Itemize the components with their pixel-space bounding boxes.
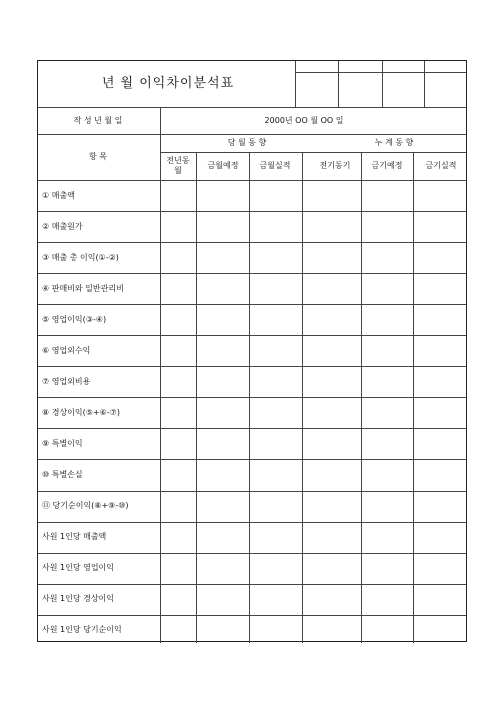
value-cell[interactable] [196,459,249,490]
value-cell[interactable] [249,180,302,211]
value-cell[interactable] [302,211,361,242]
value-cell[interactable] [160,273,196,304]
value-cell[interactable] [302,553,361,584]
approval-box-border [424,61,425,107]
table-row-label: 사원 1인당 경상이익 [42,594,114,604]
value-cell[interactable] [249,366,302,397]
value-cell[interactable] [302,366,361,397]
value-cell[interactable] [160,428,196,459]
value-cell[interactable] [361,397,413,428]
value-cell[interactable] [413,180,468,211]
value-cell[interactable] [160,397,196,428]
value-cell[interactable] [160,366,196,397]
form-title: 년 월 이익차이분석표 [101,76,235,91]
value-cell[interactable] [196,584,249,615]
income-variance-analysis-form [37,60,467,642]
table-row-label: ⑩ 특별손실 [42,469,83,479]
value-cell[interactable] [302,273,361,304]
value-cell[interactable] [196,366,249,397]
table-row-label: ⑪ 당기순이익(⑧+⑨-⑩) [42,501,129,511]
value-cell[interactable] [361,335,413,366]
approval-box-border [338,61,339,107]
value-cell[interactable] [249,553,302,584]
group-header-monthly: 당 월 동 향 [227,138,267,147]
table-row-label: ⑤ 영업이익(③-④) [42,314,107,324]
value-cell[interactable] [413,242,468,273]
value-cell[interactable] [160,491,196,522]
value-cell[interactable] [249,304,302,335]
value-cell[interactable] [361,553,413,584]
value-cell[interactable] [302,459,361,490]
value-cell[interactable] [413,553,468,584]
value-cell[interactable] [413,584,468,615]
value-cell[interactable] [196,397,249,428]
date-label: 작 성 년 월 일 [73,116,123,125]
value-cell[interactable] [302,584,361,615]
value-cell[interactable] [160,335,196,366]
value-cell[interactable] [413,273,468,304]
value-cell[interactable] [196,615,249,646]
value-cell[interactable] [249,491,302,522]
value-cell[interactable] [302,615,361,646]
table-row-label: 사원 1인당 영업이익 [42,563,114,573]
value-cell[interactable] [361,211,413,242]
value-cell[interactable] [361,180,413,211]
value-cell[interactable] [249,615,302,646]
date-value: 2000년 OO 월 OO 일 [264,116,344,125]
table-row-label: 사원 1인당 매출액 [42,532,107,542]
value-cell[interactable] [302,304,361,335]
table-row-label: ① 매출액 [42,190,75,200]
column-header: 전년동월 [166,156,190,175]
column-header: 금월예정 [207,161,239,170]
table-row-label: 사원 1인당 당기순이익 [42,625,122,635]
value-cell[interactable] [249,584,302,615]
value-cell[interactable] [302,491,361,522]
value-cell[interactable] [249,211,302,242]
value-cell[interactable] [413,211,468,242]
value-cell[interactable] [302,397,361,428]
group-header-cumulative: 누 계 동 향 [374,138,414,147]
table-row-label: ④ 판매비와 일반관리비 [42,283,124,293]
value-cell[interactable] [361,522,413,553]
value-cell[interactable] [361,615,413,646]
value-cell[interactable] [413,459,468,490]
column-header: 금기예정 [371,161,403,170]
value-cell[interactable] [196,491,249,522]
value-cell[interactable] [302,522,361,553]
value-cell[interactable] [196,242,249,273]
value-cell[interactable] [196,428,249,459]
value-cell[interactable] [196,335,249,366]
value-cell[interactable] [160,242,196,273]
approval-box-border [295,61,296,107]
value-cell[interactable] [413,491,468,522]
value-cell[interactable] [361,491,413,522]
value-cell[interactable] [413,522,468,553]
value-cell[interactable] [302,180,361,211]
table-row-label: ③ 매출 총 이익(①-②) [42,252,119,262]
value-cell[interactable] [160,522,196,553]
title-separator [38,107,466,108]
group-header-divider [160,152,466,153]
value-cell[interactable] [361,459,413,490]
value-cell[interactable] [160,180,196,211]
table-row-label: ⑦ 영업외비용 [42,376,91,386]
value-cell[interactable] [196,304,249,335]
item-header: 항 목 [89,152,107,161]
value-cell[interactable] [249,397,302,428]
value-cell[interactable] [160,304,196,335]
value-cell[interactable] [160,211,196,242]
value-cell[interactable] [361,242,413,273]
value-cell[interactable] [302,428,361,459]
value-cell[interactable] [249,335,302,366]
value-cell[interactable] [361,304,413,335]
column-header: 금월실적 [259,161,291,170]
value-cell[interactable] [160,584,196,615]
value-cell[interactable] [249,522,302,553]
value-cell[interactable] [361,366,413,397]
value-cell[interactable] [361,428,413,459]
approval-box-border [382,61,383,107]
date-row-border [38,134,466,135]
table-row-label: ⑧ 경상이익(⑤+⑥-⑦) [42,407,120,417]
table-row-label: ⑨ 특별이익 [42,438,83,448]
value-cell[interactable] [196,553,249,584]
value-cell[interactable] [249,242,302,273]
value-cell[interactable] [413,615,468,646]
value-cell[interactable] [302,335,361,366]
value-cell[interactable] [160,553,196,584]
approval-box-divider [295,72,466,73]
value-cell[interactable] [413,366,468,397]
column-header: 금기실적 [425,161,457,170]
value-cell[interactable] [413,428,468,459]
table-row-label: ② 매출원가 [42,221,83,231]
value-cell[interactable] [196,273,249,304]
value-cell[interactable] [196,180,249,211]
value-cell[interactable] [249,459,302,490]
value-cell[interactable] [361,584,413,615]
value-cell[interactable] [249,428,302,459]
value-cell[interactable] [160,459,196,490]
value-cell[interactable] [302,242,361,273]
value-cell[interactable] [196,522,249,553]
value-cell[interactable] [413,397,468,428]
value-cell[interactable] [361,273,413,304]
value-cell[interactable] [160,615,196,646]
value-cell[interactable] [413,335,468,366]
column-header: 전기동기 [319,161,351,170]
table-row-label: ⑥ 영업외수익 [42,345,91,355]
value-cell[interactable] [196,211,249,242]
value-cell[interactable] [249,273,302,304]
value-cell[interactable] [413,304,468,335]
